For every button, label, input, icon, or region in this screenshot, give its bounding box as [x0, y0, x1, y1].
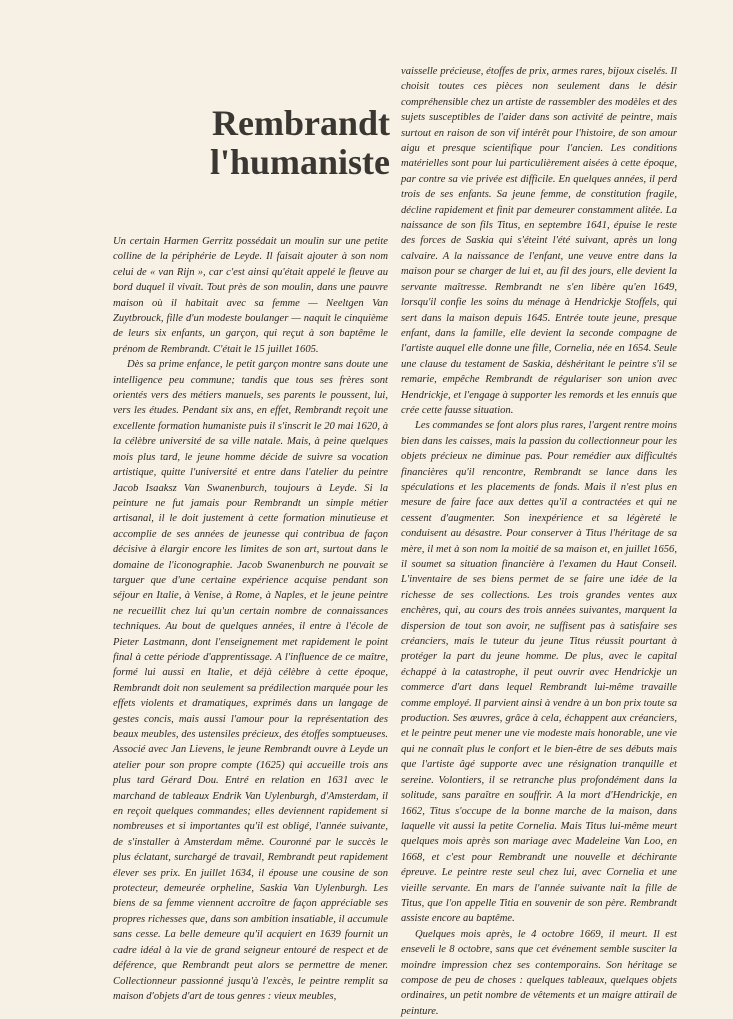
- right-text-column: [401, 64, 677, 1019]
- paragraph: Les commandes se font alors plus rares, l'argent rentre moins bien dans les caisses, mais la passion du collectionneur pour les objets précieux ne diminue pas. Pour remédier aux difficultés financières qu'il rencontre, Rembrandt se lance dans les spéculations et les placements de fonds. Mais il n'est plus en mesure de faire face aux dettes qu'il a contractées et qui ne cessent d'augmenter. Son inexpérience et sa légèreté le conduisent au désastre. Pour conserver à Titus l'héritage de sa mère, il met à son nom la moitié de sa maison et, en juillet 1656, il soumet sa situation financière à l'examen du Haut Conseil. L'inventaire de ses biens permet de se faire une idée de la richesse de ses collections. Les trois grandes ventes aux enchères, qui, au cours des trois années suivantes, marquent la dispersion de tout son avoir, ne suffisent pas à satisfaire ses créanciers, mais le tuteur du jeune Titus réussit pourtant à protéger la part du jeune homme. De plus, avec le capital échappé à la catastrophe, il peut ouvrir avec Hendrickje un commerce d'art dans lequel Rembrandt lui-même travaille comme employé. Il parvient ainsi à vendre à un bon prix toute sa production. Ses œuvres, grâce à cela, échappent aux créanciers, et le peintre peut mener une vie modeste mais honorable, une vie qui ne connaît plus le confort et le bien-être de ses débuts mais que l'artiste âgé supporte avec une résignation tranquille et sereine. Volontiers, il se retranche plus profondément dans la solitude, sans paraître en souffrir. A la mort d'Hendrickje, en 1662, Titus s'occupe de la bonne marche de la maison, dans laquelle vit aussi la petite Cornelia. Mais Titus lui-même meurt quelques mois après son mariage avec Madeleine Van Loo, en 1668, et c'est pour Rembrandt une nouvelle et déchirante épreuve. Le peintre reste seul chez lui, avec Cornelia et une vieille servante. En mars de l'année suivante naît la fille de Titus, que l'on appelle Titia en souvenir de son père. Rembrandt assiste encore au baptême.: [401, 420, 677, 925]
- paragraph: vaisselle précieuse, étoffes de prix, armes rares, bijoux ciselés. Il choisit toutes ces pièces non seulement dans le désir compréhensible chez un artiste de rassembler des modèles et des sujets susceptibles de l'aider dans son activité de peintre, mais surtout en raison de son vif intérêt pour l'histoire, de son amour aigu et presque scientifique pour l'ancien. Les conditions matérielles sont pour lui particulièrement aisées à cette époque, par contre sa vie privée est difficile. En quelques années, il perd trois de ses enfants. Sa jeune femme, de constitution fragile, décline rapidement et finit par demeurer constamment alitée. La naissance de son fils Titus, en septembre 1641, épuise le reste des forces de Saskia qui s'éteint l'été suivant, après un long calvaire. A la naissance de l'enfant, une veuve entre dans la maison pour se charger de lui et, au fil des jours, elle devient la servante maîtresse. Rembrandt ne s'en libère qu'en 1649, lorsqu'il confie les soins du ménage à Hendrickje Stoffels, qui sert dans la maison depuis 1645. Entrée toute jeune, presque enfant, dans la famille, elle devient la seconde compagne de l'artiste auquel elle donne une fille, Cornelia, née en 1654. Seule une clause du testament de Saskia, déshéritant le peintre s'il se remarie, empêche Rembrandt de régulariser son union avec Hendrickje, et l'engage à supporter les remords et les ennuis que crée cette fausse situation.: [401, 66, 677, 416]
- left-text-column: [113, 234, 388, 1004]
- paragraph: Un certain Harmen Gerritz possédait un moulin sur une petite colline de la périphérie de Leyde. Il faisait ajouter à son nom celui de « van Rijn », car c'est ainsi qu'était appelé le fleuve au bord duquel il vivait. Tout près de son moulin, dans une pauvre maison où il habitait avec sa femme — Neeltgen Van Zuytbrouck, fille d'un modeste boulanger — naquit le cinquième de leurs six enfants, un garçon, qui reçut à son baptême le prénom de Rembrandt. C'était le 15 juillet 1605.: [113, 236, 388, 355]
- article-title: [190, 104, 390, 182]
- paragraph: Quelques mois après, le 4 octobre 1669, il meurt. Il est enseveli le 8 octobre, sans que cet événement semble susciter la moindre impression chez ses contemporains. Son héritage se compose de peu de choses : quelques tableaux, quelques objets ordinaires, un petit nombre de vêtements et un maigre attirail de peinture.: [401, 928, 677, 1017]
- paragraph: Dès sa prime enfance, le petit garçon montre sans doute une intelligence peu commune; tandis que tous ses frères sont orientés vers des métiers manuels, ses parents le poussent, lui, vers les études. Pendant six ans, en effet, Rembrandt reçoit une excellente formation humaniste puis il s'inscrit le 20 mai 1620, à la célèbre université de sa ville natale. Mais, à peine quelques mois plus tard, le jeune homme décide de suivre sa vocation artistique, quitte l'université et entre dans l'atelier du peintre Jacob Isaaksz Van Swanenburch, toujours à Leyde. Si la peinture ne fut jamais pour Rembrandt un simple métier artisanal, il le doit justement à cette formation minutieuse et accomplie de ses années de jeunesse qui contribua de façon décisive à élargir encore les limites de son art, surtout dans le domaine de l'iconographie. Jacob Swanenburch ne pouvait se targuer que d'une certaine expérience acquise pendant son séjour en Italie, à Venise, à Rome, à Naples, et le jeune peintre ne recueillit chez lui qu'un certain nombre de connaissances techniques. Au bout de quelques années, il entre à l'école de Pieter Lastmann, dont l'enseignement met rapidement le point final à cette période d'apprentissage. A l'influence de ce maître, formé lui aussi en Italie, et déjà célèbre à cette époque, Rembrandt doit non seulement sa prédilection marquée pour les effets violents et dramatiques, exprimés dans un langage de gestes concis, mais aussi l'amour pour la représentation des beaux meubles, des ustensiles précieux, des étoffes somptueuses. Associé avec Jan Lievens, le jeune Rembrandt ouvre à Leyde un atelier pour son propre compte (1625) qui accueille trois ans plus tard Gérard Dou. Entré en relation en 1631 avec le marchand de tableaux Endrik Van Uylenburgh, d'Amsterdam, il en reçoit quelques commandes; elles deviennent rapidement si nombreuses et si importantes qu'il est obligé, l'année suivante, de s'installer à Amsterdam même. Couronné par le succès le plus éclatant, surchargé de travail, Rembrandt peut rapidement élever ses prix. En juillet 1634, il épouse une cousine de son protecteur, demeurée orpheline, Saskia Van Uylenburgh. Les biens de sa femme viennent accroître de façon appréciable ses propres richesses que, dans son ambition insatiable, il accumule sans cesse. La belle demeure qu'il acquiert en 1639 fournit un cadre idéal à la vie de grand seigneur entouré de respect et de déférence, que Rembrandt peut alors se permettre de mener. Collectionneur passionné jusqu'à l'excès, le peintre remplit sa maison d'objets d'art de tous genres : vieux meubles,: [113, 359, 388, 1002]
- title-line-1: Rembrandt: [212, 103, 390, 143]
- title-line-2: l'humaniste: [209, 142, 390, 182]
